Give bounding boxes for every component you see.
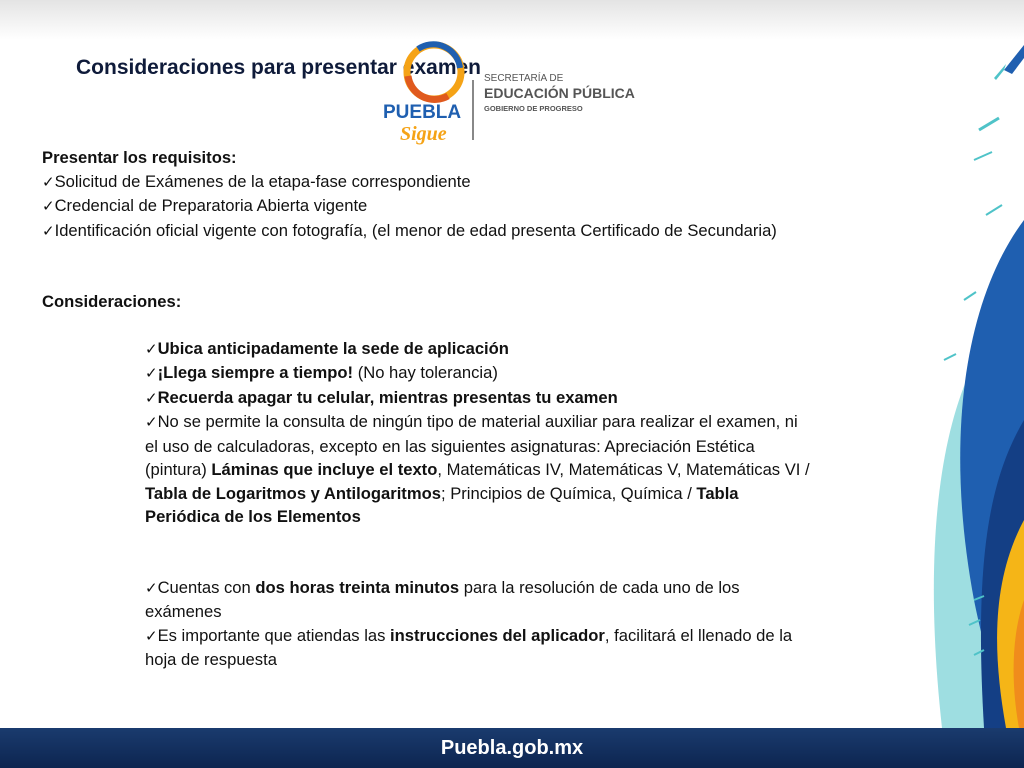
check-icon: ✓ bbox=[42, 221, 55, 240]
consideracion-item: ✓¡Llega siempre a tiempo! (No hay tolerancia) bbox=[145, 363, 498, 382]
slide-body bbox=[42, 146, 810, 672]
consideraciones-heading: Consideraciones: bbox=[42, 292, 182, 311]
requisito-item bbox=[42, 219, 802, 244]
logo-brand-top: PUEBLA bbox=[383, 102, 462, 123]
requisitos-heading: Presentar los requisitos: bbox=[42, 148, 237, 167]
slide-title: Consideraciones para presentar examen bbox=[76, 56, 482, 79]
consideracion-item: ✓Recuerda apagar tu celular, mientras presentas tu examen bbox=[145, 387, 618, 407]
requisito-item bbox=[42, 170, 802, 195]
requisito-text: Credencial de Preparatoria Abierta vigente bbox=[54, 196, 368, 215]
consideracion-item: ✓Es importante que atiendas las instrucciones del aplicador, facilitará el llenado de la hoja de respuesta bbox=[145, 625, 793, 669]
footer-url[interactable]: Puebla.gob.mx bbox=[440, 737, 584, 759]
logo-line1: SECRETARÍA DE bbox=[484, 73, 564, 84]
requisito-item bbox=[42, 194, 802, 219]
check-icon: ✓ bbox=[145, 626, 158, 645]
requisito-text: Solicitud de Exámenes de la etapa-fase correspondiente bbox=[54, 171, 471, 191]
check-icon: ✓ bbox=[145, 578, 158, 597]
check-icon: ✓ bbox=[145, 413, 158, 431]
check-icon: ✓ bbox=[145, 339, 158, 358]
footer-bar bbox=[0, 728, 1024, 768]
consideracion-item: ✓Cuentas con dos horas treinta minutos para la resolución de cada uno de los exámenes bbox=[145, 577, 740, 621]
check-icon: ✓ bbox=[42, 172, 55, 191]
decorative-swoosh bbox=[824, 0, 1024, 728]
sep-puebla-logo bbox=[378, 36, 648, 148]
consideracion-item: ✓Ubica anticipadamente la sede de aplicación bbox=[145, 338, 509, 358]
check-icon: ✓ bbox=[145, 364, 158, 382]
logo-brand-bottom: Sigue bbox=[400, 123, 447, 145]
consideracion-item: ✓No se permite la consulta de ningún tipo de material auxiliar para realizar el examen, ni el uso de calculadoras, excepto en las siguientes asignaturas: Apreciación Estética (pintura) Láminas que incluye el texto, Matemáticas IV, Matemáticas V, Matemáticas VI / Tabla de Logaritmos y Antilogaritmos; Principios de Química, Química / Tabla Periódica de los Elementos bbox=[145, 412, 810, 526]
check-icon: ✓ bbox=[145, 388, 158, 407]
logo-line2: EDUCACIÓN PÚBLICA bbox=[484, 85, 635, 101]
check-icon: ✓ bbox=[42, 197, 55, 215]
logo-line3: GOBIERNO DE PROGRESO bbox=[484, 104, 583, 113]
requisito-text: Identificación oficial vigente con fotografía, (el menor de edad presenta Certificado de Secundaria) bbox=[54, 220, 777, 240]
